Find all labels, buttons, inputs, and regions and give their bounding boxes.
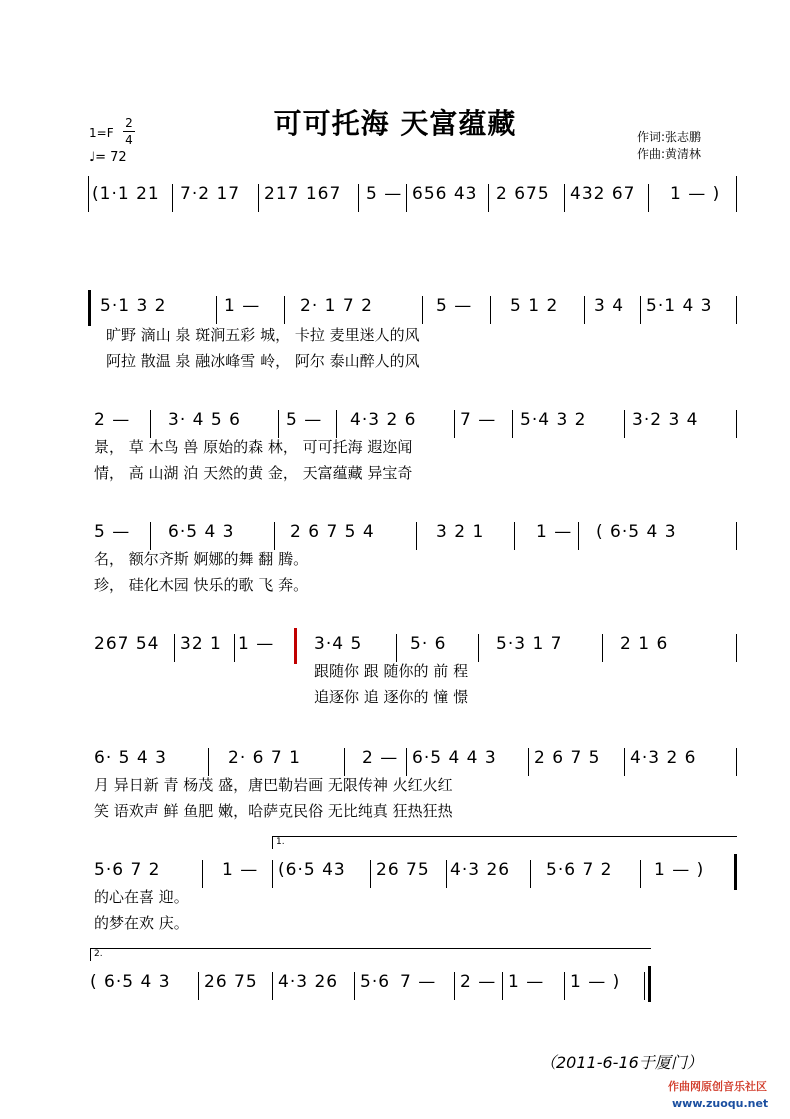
measure: 2 6 7 5 4 [290, 522, 375, 542]
measure: 2· 1 7 2 [300, 296, 373, 316]
time-top: 2 [125, 116, 133, 130]
lyricist-credit: 作词:张志鹏 [637, 130, 702, 144]
measure: 5·1 3 2 [100, 296, 167, 316]
measure: 432 67 [570, 184, 636, 204]
tempo-marking: ♩= 72 [89, 150, 127, 165]
measure: 5·6 7 2 [546, 860, 613, 880]
measure: 267 54 [94, 634, 160, 654]
measure: 6·5 4 4 3 [412, 748, 497, 768]
measure: (6·5 43 [278, 860, 346, 880]
measure: 217 167 [264, 184, 342, 204]
measure: 3·2 3 4 [632, 410, 699, 430]
measure: 3 2 1 [436, 522, 485, 542]
measure: 5·6 7 2 [94, 860, 161, 880]
measure: 4·3 26 [450, 860, 511, 880]
measure: 3· 4 5 6 [168, 410, 241, 430]
first-ending-bracket: 1. [272, 836, 737, 849]
measure: 6· 5 4 3 [94, 748, 167, 768]
measure: 7 — [460, 410, 497, 430]
song-title: 可可托海 天富蕴藏 [273, 107, 517, 140]
measure: 26 75 [204, 972, 258, 992]
lyric-line-1: 景， 草 木鸟 兽 原始的森 林， 可可托海 遐迩闻 [94, 438, 413, 456]
measure: ( 6·5 4 3 [90, 972, 171, 992]
measure: 1 — ) [570, 972, 621, 992]
measure: (1·1 21 [92, 184, 160, 204]
lyric-line-2: 的梦在欢 庆。 [94, 914, 189, 932]
lyric-line-1: 的心在喜 迎。 [94, 888, 189, 906]
measure: 26 75 [376, 860, 430, 880]
staff-row-intro [88, 184, 740, 206]
measure: 4·3 26 [278, 972, 339, 992]
staff-row-1 [88, 296, 740, 370]
measure: 1 — [536, 522, 573, 542]
measure: 3·4 5 [314, 634, 363, 654]
measure: 2· 6 7 1 [228, 748, 301, 768]
measure: 2 — [94, 410, 131, 430]
measure: 2 675 [496, 184, 550, 204]
measure: 2 1 6 [620, 634, 669, 654]
measure: 1 — [238, 634, 275, 654]
lyric-line-1: 月 异日新 青 杨茂 盛，唐巴勒岩画 无限传神 火红火红 [94, 776, 453, 794]
time-bottom: 4 [125, 133, 133, 147]
date-note: （2011-6-16于厦门） [540, 1053, 703, 1072]
staff-row-2 [88, 410, 740, 482]
measure: 5 1 2 [510, 296, 559, 316]
measure: 5 — [366, 184, 403, 204]
site-url: www.zuoqu.net [672, 1097, 769, 1110]
lyric-line-2: 情， 高 山湖 泊 天然的黄 金， 天富蕴藏 异宝奇 [94, 464, 413, 482]
measure: 2 — [362, 748, 399, 768]
measure: ( 6·5 4 3 [596, 522, 677, 542]
lyric-line-2: 阿拉 散温 泉 融冰峰雪 岭， 阿尔 泰山醉人的风 [106, 352, 420, 370]
measure: 5 — [94, 522, 131, 542]
measure: 5 — [436, 296, 473, 316]
second-ending-bracket: 2. [90, 948, 651, 961]
measure: 5·4 3 2 [520, 410, 587, 430]
staff-row-7 [88, 949, 740, 994]
measure: 656 43 [412, 184, 478, 204]
staff-row-3 [88, 522, 740, 594]
staff-row-4 [88, 634, 740, 706]
measure: 1 — [508, 972, 545, 992]
lyric-line-1: 旷野 滴山 泉 斑涧五彩 城， 卡拉 麦里迷人的风 [106, 326, 420, 344]
measure: 1 — [222, 860, 259, 880]
measure: 7 — [400, 972, 437, 992]
lyric-line-1: 名， 额尔齐斯 婀娜的舞 翻 腾。 [94, 550, 309, 568]
measure: 5·6 [360, 972, 391, 992]
measure: 7·2 17 [180, 184, 241, 204]
measure: 5 — [286, 410, 323, 430]
measure: 2 — [460, 972, 497, 992]
lyric-line-2: 珍， 硅化木园 快乐的歌 飞 奔。 [94, 576, 309, 594]
measure: 5·1 4 3 [646, 296, 713, 316]
lyric-line-1: 跟随你 跟 随你的 前 程 [314, 662, 469, 680]
measure: 4·3 2 6 [350, 410, 417, 430]
measure: 1 — ) [654, 860, 705, 880]
measure: 4·3 2 6 [630, 748, 697, 768]
composer-credit: 作曲:黄清林 [637, 147, 702, 161]
measure: 1 — ) [670, 184, 721, 204]
measure: 5·3 1 7 [496, 634, 563, 654]
staff-row-6 [88, 837, 740, 932]
staff-row-5 [88, 748, 740, 820]
measure: 6·5 4 3 [168, 522, 235, 542]
measure: 3 4 [594, 296, 625, 316]
time-signature [123, 116, 135, 147]
key-signature: 1=F [89, 126, 114, 140]
site-watermark: 作曲网原创音乐社区 [668, 1080, 767, 1093]
lyric-line-2: 笑 语欢声 鲜 鱼肥 嫩，哈萨克民俗 无比纯真 狂热狂热 [94, 802, 453, 820]
lyric-line-2: 追逐你 追 逐你的 憧 憬 [314, 688, 469, 706]
measure: 1 — [224, 296, 261, 316]
measure: 5· 6 [410, 634, 447, 654]
measure: 2 6 7 5 [534, 748, 601, 768]
measure: 32 1 [180, 634, 222, 654]
